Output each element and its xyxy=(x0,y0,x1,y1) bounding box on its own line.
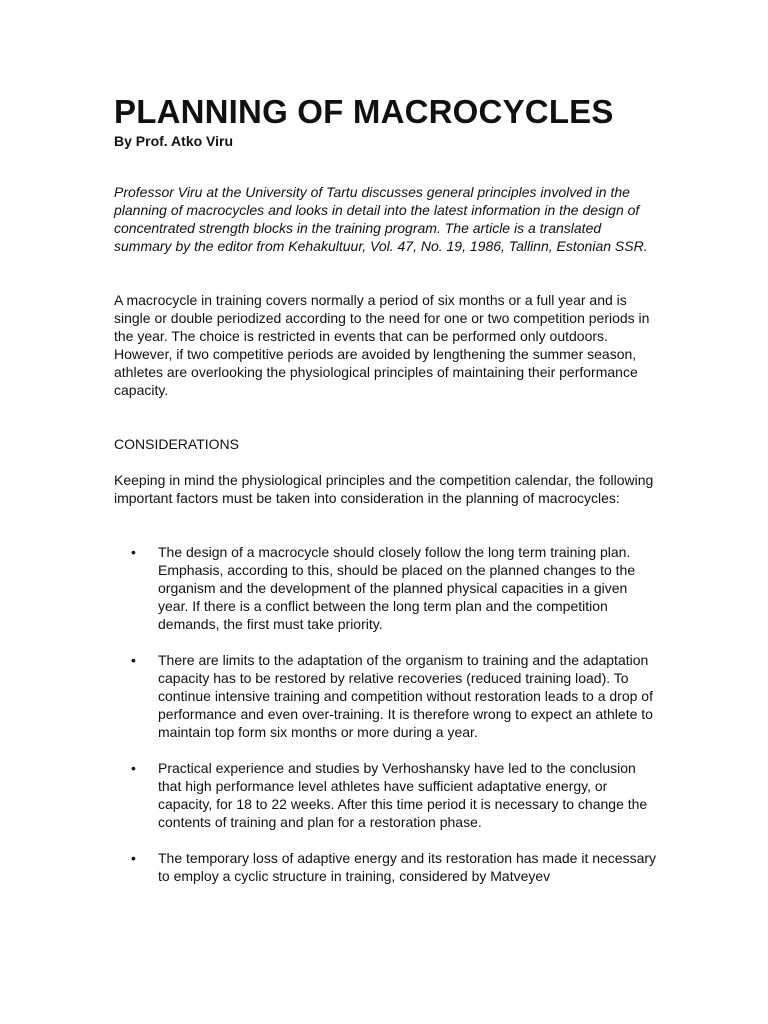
list-item xyxy=(114,759,659,831)
bullet-icon: • xyxy=(131,652,136,668)
list-item xyxy=(114,849,659,885)
abstract-paragraph: Professor Viru at the University of Tartu discusses general principles involved in the planning of macrocycles and looks in detail into the latest information in the design of concentrated strength blocks in the training program. The article is a translated summary by the editor from Kehakultuur, Vol. 47, No. 19, 1986, Tallinn, Estonian SSR. xyxy=(114,184,648,254)
list-item xyxy=(114,543,659,633)
section-heading: CONSIDERATIONS xyxy=(114,436,239,452)
considerations-paragraph: Keeping in mind the physiological principles and the competition calendar, the following important factors must be taken into consideration in the planning of macrocycles: xyxy=(114,472,654,506)
author-byline: By Prof. Atko Viru xyxy=(114,133,234,149)
bullet-icon: • xyxy=(131,544,136,560)
considerations-list xyxy=(114,543,659,903)
bullet-icon: • xyxy=(131,760,136,776)
intro-paragraph: A macrocycle in training covers normally a period of six months or a full year and is single or double periodized according to the need for one or two competition periods in the year. The choice is restricted in events that can be performed only outdoors. However, if two competitive periods are avoided by lengthening the summer season, athletes are overlooking the physiological principles of maintaining their performance capacity. xyxy=(114,292,650,398)
list-item-text: The design of a macrocycle should closely follow the long term training plan. Emphasis, according to this, should be placed on the planned changes to the organism and the development of the planned physical capacities in a given year. If there is a conflict between the long term plan and the competition demands, the first must take priority. xyxy=(158,544,636,632)
list-item-text: There are limits to the adaptation of the organism to training and the adaptation capacity has to be restored by relative recoveries (reduced training load). To continue intensive training and competition without restoration leads to a drop of performance and even over-training. It is therefore wrong to expect an athlete to maintain top form six months or more during a year. xyxy=(158,652,653,740)
bullet-icon: • xyxy=(131,850,136,866)
list-item xyxy=(114,651,659,741)
list-item-text: Practical experience and studies by Verhoshansky have led to the conclusion that high performance level athletes have sufficient adaptative energy, or capacity, for 18 to 22 weeks. After this time period it is necessary to change the contents of training and plan for a restoration phase. xyxy=(158,760,648,830)
page-title: PLANNING OF MACROCYCLES xyxy=(114,93,614,130)
list-item-text: The temporary loss of adaptive energy and its restoration has made it necessary to employ a cyclic structure in training, considered by Matveyev xyxy=(158,850,657,884)
